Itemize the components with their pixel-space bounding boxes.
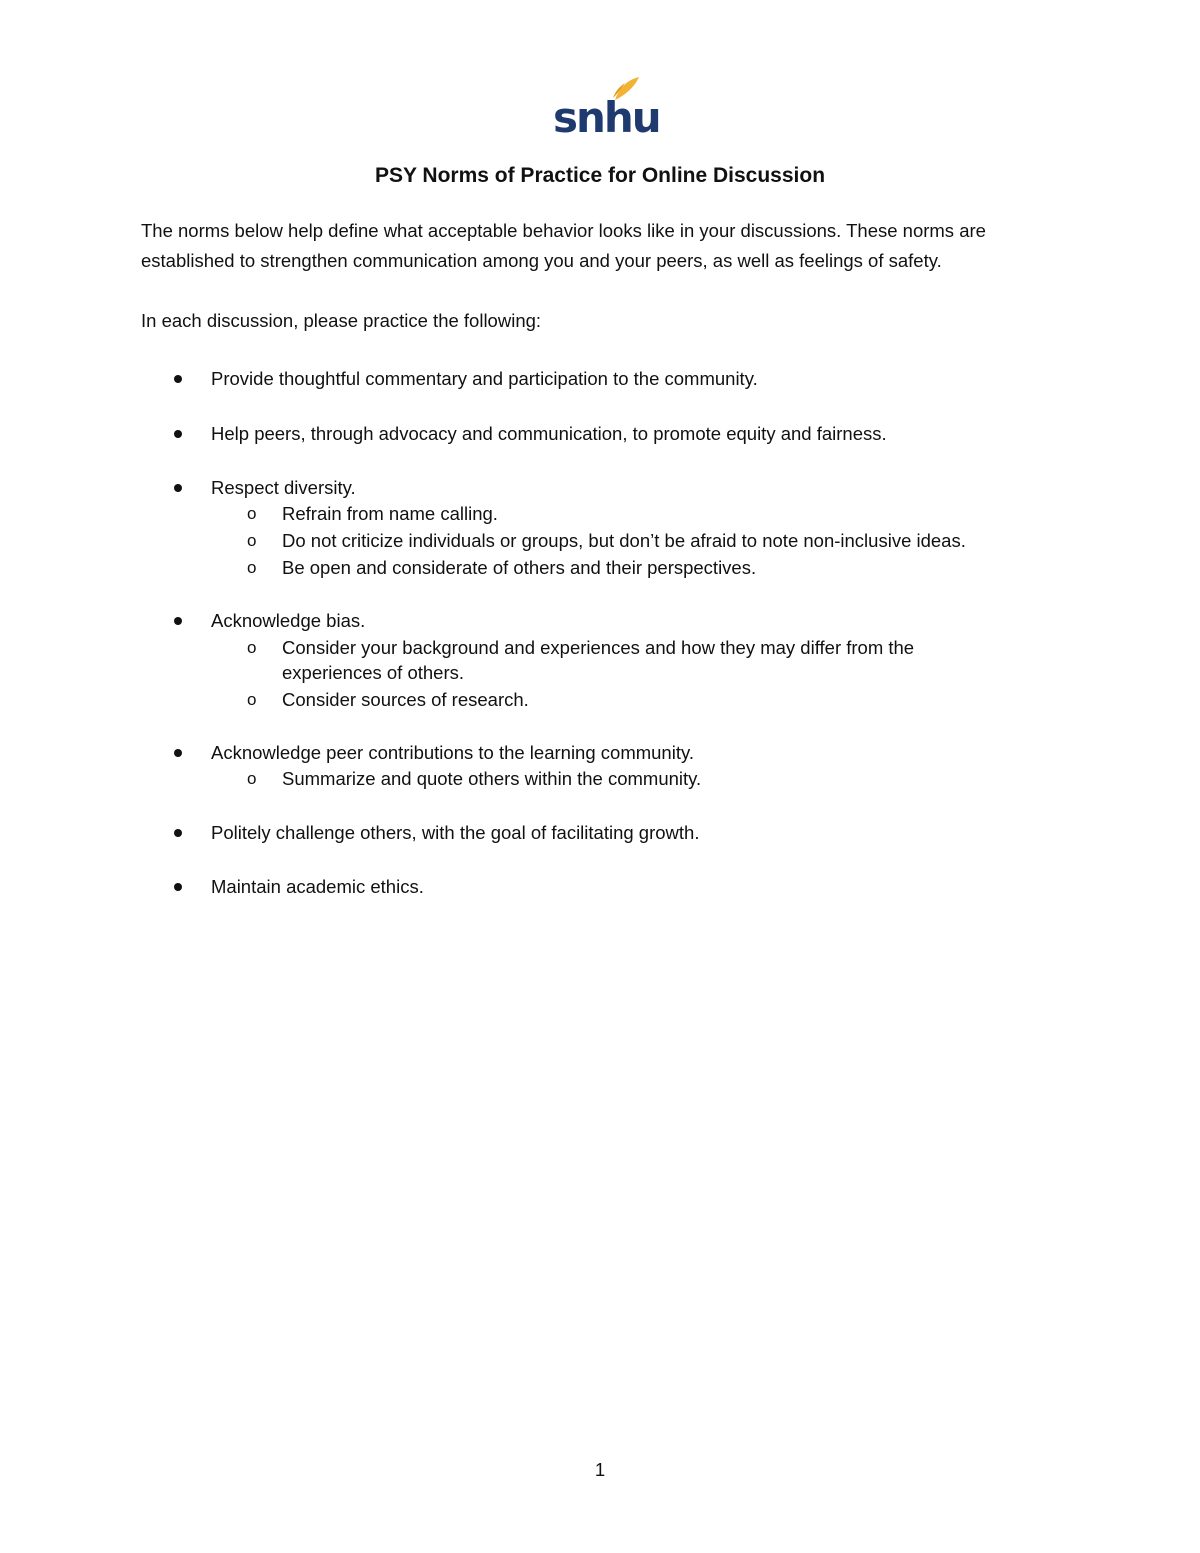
norm-text: Politely challenge others, with the goal of facilitating growth. (211, 822, 700, 843)
bullet-icon (174, 617, 182, 625)
snhu-logo (553, 74, 660, 142)
norm-text: Help peers, through advocacy and communication, to promote equity and fairness. (211, 423, 887, 444)
sub-bullet-marker: o (247, 558, 257, 577)
sub-bullet-marker: o (247, 690, 257, 709)
sub-bullet-marker: o (247, 504, 257, 523)
sub-bullet-marker: o (247, 769, 257, 788)
logo-wordmark: snhu (553, 93, 660, 142)
norm-text: Acknowledge bias. (211, 610, 366, 631)
sub-item-text: Consider your background and experiences and how they may differ from the experiences of others. (282, 637, 915, 683)
page-title: PSY Norms of Practice for Online Discussion (374, 164, 826, 187)
bullet-icon (174, 484, 182, 492)
norm-text: Acknowledge peer contributions to the learning community. (211, 742, 694, 763)
sub-item-text: Refrain from name calling. (282, 503, 498, 524)
norm-text: Provide thoughtful commentary and participation to the community. (211, 368, 758, 389)
page-number: 1 (594, 1459, 606, 1480)
bullet-icon (174, 883, 182, 891)
sub-bullet-marker: o (247, 531, 257, 550)
sub-item-text: Do not criticize individuals or groups, but don’t be afraid to note non-inclusive ideas. (282, 530, 966, 551)
sub-bullet-marker: o (247, 638, 257, 657)
sub-item-text: Summarize and quote others within the community. (282, 768, 702, 789)
norm-text: Respect diversity. (211, 477, 356, 498)
bullet-icon (174, 749, 182, 757)
sub-item-text: Be open and considerate of others and their perspectives. (282, 557, 757, 578)
norm-text: Maintain academic ethics. (211, 876, 424, 897)
lead-paragraph: In each discussion, please practice the following: (141, 310, 542, 331)
bullet-icon (174, 375, 182, 383)
intro-paragraph: The norms below help define what acceptable behavior looks like in your discussions. These norms are established to strengthen communication among you and your peers, as well as feelings of safety. (141, 220, 986, 271)
sub-item-text: Consider sources of research. (282, 689, 529, 710)
bullet-icon (174, 430, 182, 438)
bullet-icon (174, 829, 182, 837)
